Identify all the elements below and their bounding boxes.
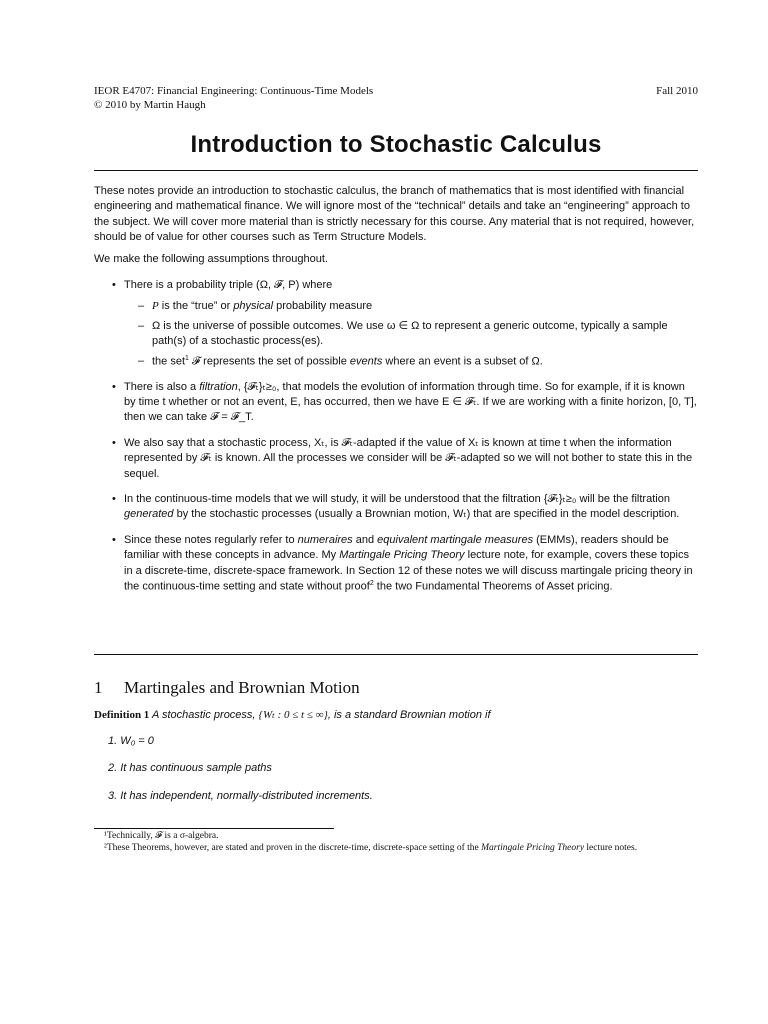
section-title: Martingales and Brownian Motion (124, 678, 360, 697)
section-number: 1 (94, 678, 103, 697)
dash-icon: – (138, 300, 145, 313)
bullet-icon: • (112, 380, 116, 393)
bullet-icon: • (112, 492, 116, 505)
footnote-marker: 1 (185, 354, 189, 362)
assumption-text: There is a probability triple (Ω, 𝓕, P) where (124, 279, 333, 291)
sub-item: – P is the “true” or physical probability measure (124, 299, 698, 314)
footnote-marker: 2 (369, 579, 374, 587)
definition-label: Definition 1 (94, 709, 150, 721)
definition-item: 1. W₀ = 0 (108, 735, 154, 747)
assumption-item: • Since these notes regularly refer to numeraires and equivalent martingale measures (EMMs), readers should be familiar with these concepts in advance. My Martingale Pricing Theory lecture note, for example, covers these topics in a discrete-time, discrete-space framework. In Section 12 of these notes we will discuss martingale pricing theory in the continuous-time setting and state without proof$^2$ the two Fundamental Theorems of Asset pricing. (112, 533, 693, 593)
page-title: Introduction to Stochastic Calculus (190, 131, 602, 158)
assumptions-lead: We make the following assumptions throughout. (94, 252, 328, 265)
intro-section (94, 184, 698, 267)
dash-icon: – (138, 354, 145, 367)
footnotes (94, 830, 698, 855)
bullet-icon: • (112, 436, 116, 449)
section-rule (94, 654, 698, 655)
copyright-line: © 2010 by Martin Haugh (94, 99, 206, 112)
course-line: IEOR E4707: Financial Engineering: Continuous-Time Models (94, 85, 374, 97)
assumption-item: • We also say that a stochastic process, Xₜ, is 𝓕ₜ-adapted if the value of Xₜ is known at time t when the information represented by 𝓕ₜ is known. All the processes we consider will be 𝓕ₜ-adapted so we will not bother to state this in the sequel. (112, 436, 693, 480)
intro-paragraph: These notes provide an introduction to stochastic calculus, the branch of mathematics that is most identified with financial engineering and mathematical finance. We will ignore most of the “technical” details and take an “engineering” approach to the subject. We will cover more material than is strictly necessary for this course. Any material that is not required, however, should be of value for other courses such as Term Structure Models. (94, 185, 695, 244)
term-label: Fall 2010 (656, 85, 698, 97)
footnote-2: ²These Theorems, however, are stated and proven in the discrete-time, discrete-space setting of the Martingale Pricing Theory lecture notes. (104, 843, 638, 854)
assumption-item (94, 278, 698, 370)
dash-icon: – (138, 319, 145, 332)
bullet-icon: • (112, 279, 116, 291)
sub-item: – Ω is the universe of possible outcomes. We use ω ∈ Ω to represent a generic outcome, typically a sample path(s) of a stochastic process(es). (138, 319, 668, 348)
assumption-item: • In the continuous-time models that we will study, it will be understood that the filtration {𝓕ₜ}ₜ≥₀ will be the filtration generated by the stochastic processes (usually a Brownian motion, Wₜ) that are specified in the model description. (112, 492, 680, 521)
sub-item: – the set$^1$ 𝓕 represents the set of possible events where an event is a subset of Ω. (138, 354, 543, 368)
definition-item: 3. It has independent, normally-distributed increments. (108, 789, 373, 802)
assumptions-list (94, 278, 698, 605)
assumption-item: • There is also a filtration, {𝓕ₜ}ₜ≥₀, that models the evolution of information through time. So for example, if it is known by time t whether or not an event, E, has occurred, then we have E ∈ 𝓕ₜ. If we are working with a finite horizon, [0, T], then we can take 𝓕 = 𝓕_T. (112, 380, 697, 424)
section-heading (94, 676, 360, 700)
definition-items (108, 734, 688, 816)
document-header (94, 84, 698, 113)
title-rule (94, 170, 698, 171)
footnote-1: ¹Technically, 𝓕 is a σ-algebra. (104, 831, 219, 841)
footnote-rule (94, 828, 334, 829)
definition-item: 2. It has continuous sample paths (108, 762, 272, 775)
bullet-icon: • (112, 533, 116, 546)
definition: Definition 1 A stochastic process, {Wₜ : 0 ≤ t ≤ ∞}, is a standard Brownian motion if (94, 709, 491, 721)
